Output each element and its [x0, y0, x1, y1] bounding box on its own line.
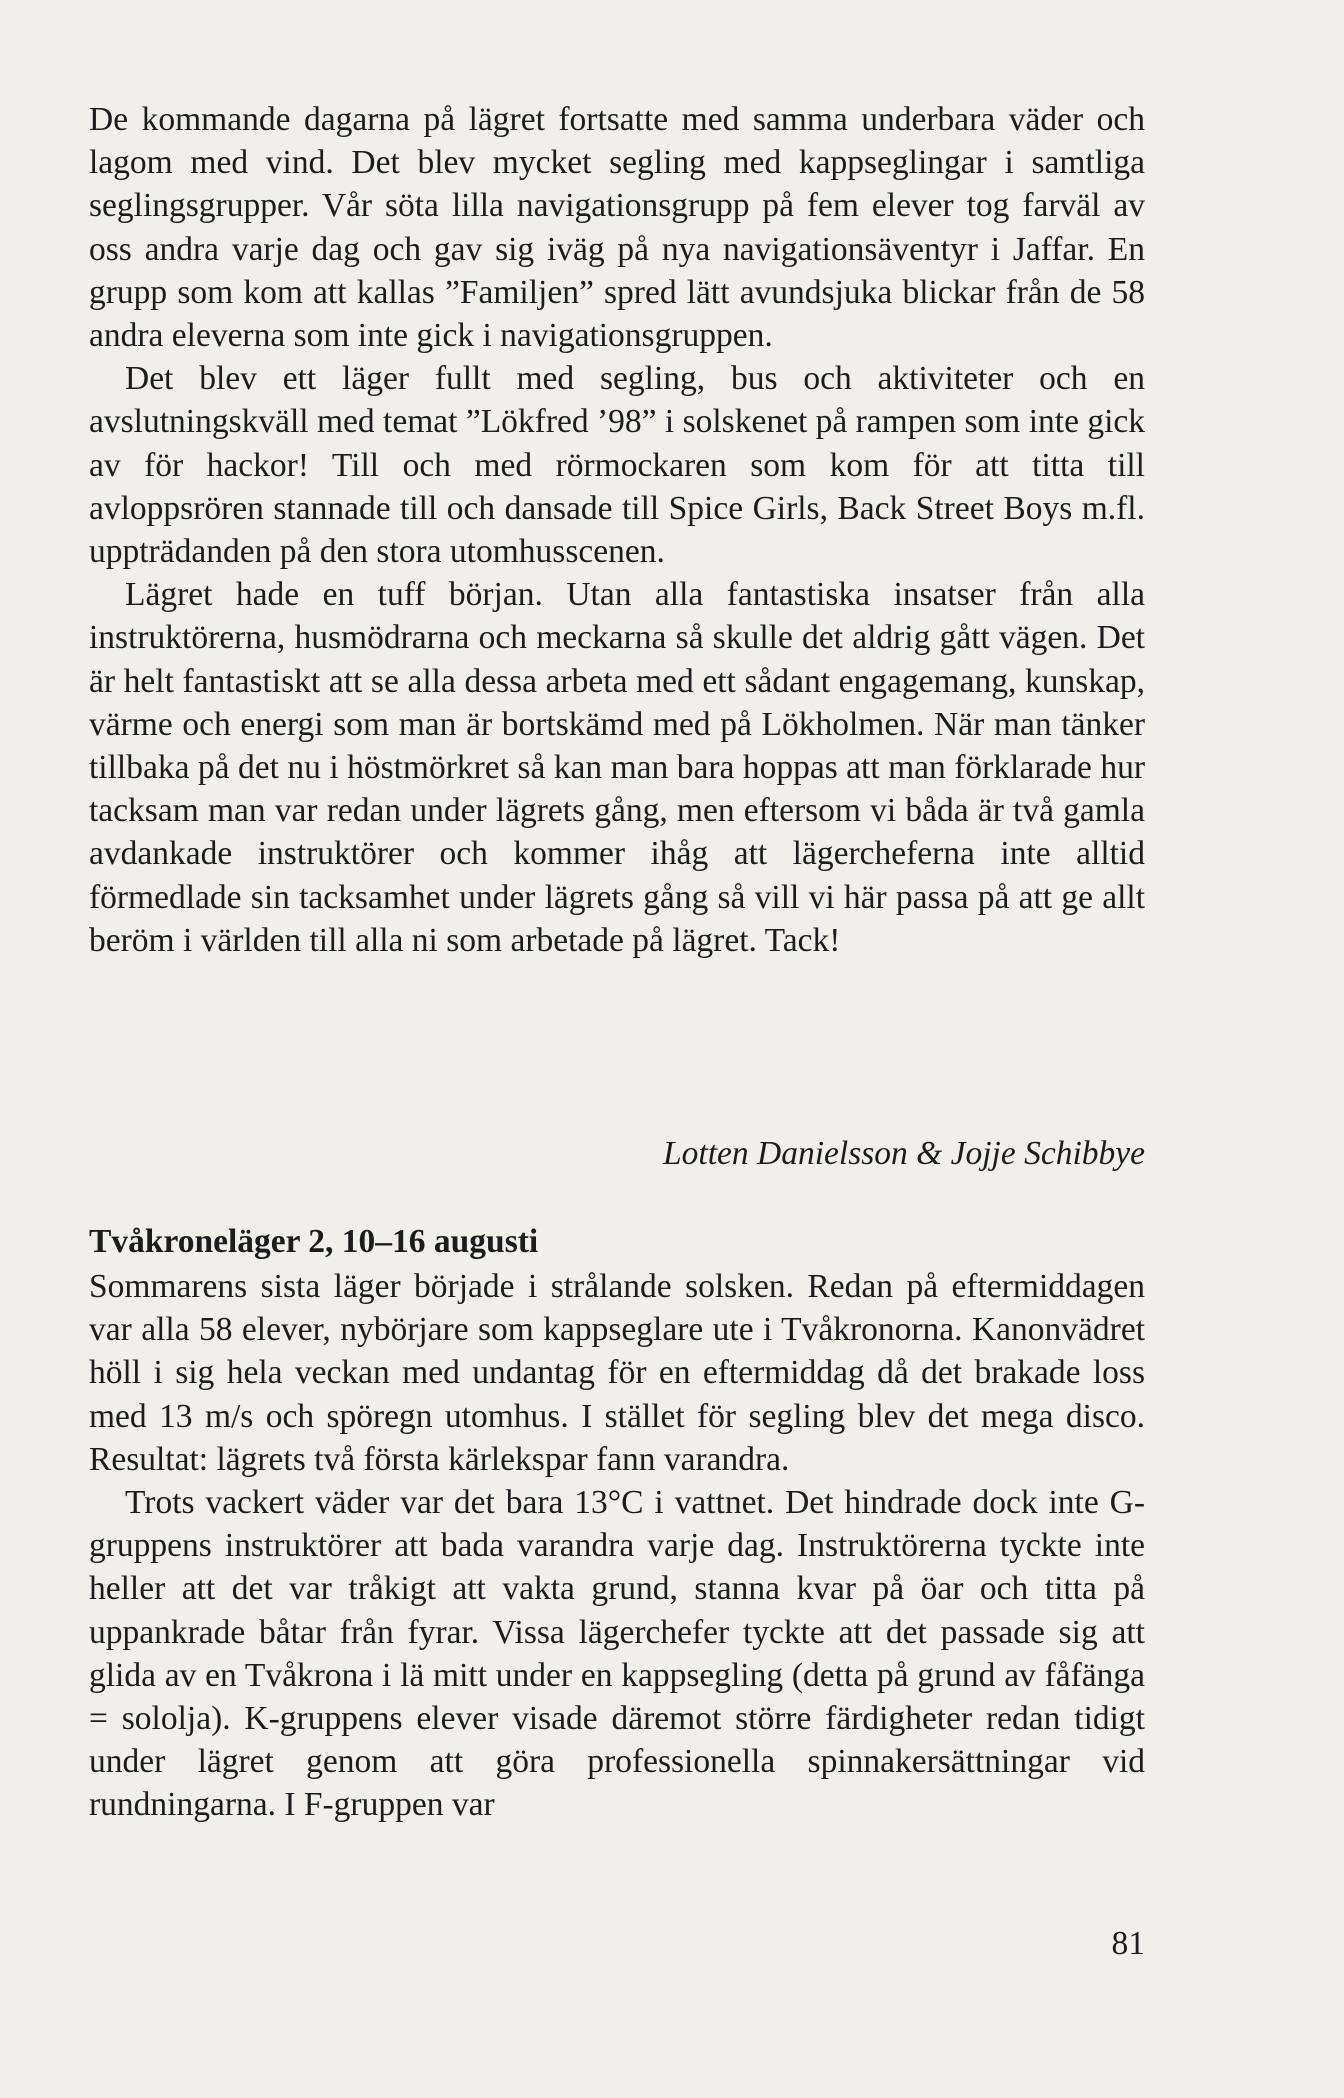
paragraph: De kommande dagarna på lägret fortsatte med samma underbara väder och lagom med vind. Det blev mycket segling med kappseglingar i samtliga seglingsgrupper. Vår söta lilla navigationsgrupp på fem elever tog farväl av oss andra varje dag och gav sig iväg på nya navigationsäventyr i Jaffar. En grupp som kom att kallas ”Familjen” spred lätt avundsjuka blickar från de 58 andra eleverna som inte gick i navigationsgruppen. — [89, 101, 1145, 355]
paragraph: Sommarens sista läger började i strålande solsken. Redan på eftermiddagen var alla 58 elever, nybörjare som kappseglare ute i Tvåkronorna. Kanonvädret höll i sig hela veckan med undantag för en eftermiddag då det brakade loss med 13 m/s och spöregn utomhus. I stället för segling blev det mega disco. Resultat: lägrets två första kärlekspar fann varandra. — [89, 1268, 1145, 1478]
article-1-body — [89, 98, 1145, 962]
paragraph: Lägret hade en tuff början. Utan alla fantastiska insatser från alla instruktörerna, husmödrarna och meckarna så skulle det aldrig gått vägen. Det är helt fantastiskt att se alla dessa arbeta med ett sådant engagemang, kunskap, värme och energi som man är bortskämd med på Lökholmen. När man tänker tillbaka på det nu i höstmörkret så kan man bara hoppas att man förklarade hur tacksam man var redan under lägrets gång, men eftersom vi båda är två gamla avdankade instruktörer och kommer ihåg att lägercheferna inte alltid förmedlade sin tacksamhet under lägrets gång så vill vi här passa på att ge allt beröm i världen till alla ni som arbetade på lägret. Tack! — [89, 576, 1145, 959]
author-signature: Lotten Danielsson & Jojje Schibbye — [663, 1135, 1145, 1172]
paragraph: Det blev ett läger fullt med segling, bus och aktiviteter och en avslutningskväll med temat ”Lökfred ’98” i solskenet på rampen som inte gick av för hackor! Till och med rörmockaren som kom för att titta till avloppsrören stannade till och dansade till Spice Girls, Back Street Boys m.fl. uppträdanden på den stora utomhusscenen. — [89, 360, 1145, 571]
article-2-body — [89, 1265, 1145, 1827]
paragraph: Trots vackert väder var det bara 13°C i vattnet. Det hindrade dock inte G-gruppens instruktörer att bada varandra varje dag. Instruktörerna tyckte inte heller att det var tråkigt att vakta grund, stanna kvar på öar och titta på uppankrade båtar från fyrar. Vissa lägerchefer tyckte att det passade sig att glida av en Tvåkrona i lä mitt under en kappsegling (detta på grund av fåfänga = sololja). K-gruppens elever visade däremot större färdigheter redan tidigt under lägret genom att göra professionella spinnakersättningar vid rundningarna. I F-gruppen var — [89, 1484, 1145, 1824]
section-heading: Tvåkroneläger 2, 10–16 augusti — [89, 1223, 539, 1260]
page-number: 81 — [1111, 1925, 1145, 1962]
